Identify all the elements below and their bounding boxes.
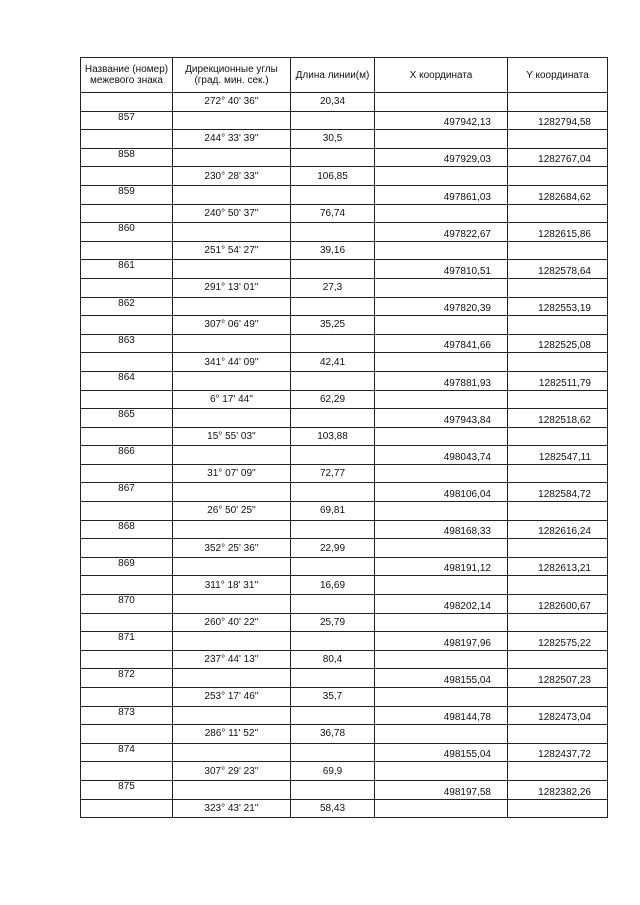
empty-cell <box>291 371 375 390</box>
empty-cell <box>375 130 508 149</box>
point-y-coordinate: 1282525,08 <box>508 334 608 353</box>
point-sign-number: 864 <box>81 371 173 390</box>
header-sign-name: Название (номер) межевого знака <box>81 58 173 93</box>
segment-row <box>81 204 608 223</box>
empty-cell <box>173 706 291 725</box>
header-row <box>81 58 608 93</box>
empty-cell <box>375 762 508 781</box>
segment-length: 76,74 <box>291 204 375 223</box>
empty-cell <box>81 93 173 112</box>
point-y-coordinate: 1282575,22 <box>508 632 608 651</box>
segment-row <box>81 762 608 781</box>
empty-cell <box>375 353 508 372</box>
empty-cell <box>508 762 608 781</box>
point-row <box>81 148 608 167</box>
empty-cell <box>291 557 375 576</box>
segment-length: 69,81 <box>291 502 375 521</box>
point-x-coordinate: 498197,96 <box>375 632 508 651</box>
point-y-coordinate: 1282794,58 <box>508 111 608 130</box>
empty-cell <box>81 390 173 409</box>
segment-angle: 307° 29' 23'' <box>173 762 291 781</box>
empty-cell <box>291 223 375 242</box>
empty-cell <box>508 725 608 744</box>
empty-cell <box>173 669 291 688</box>
empty-cell <box>173 632 291 651</box>
point-y-coordinate: 1282767,04 <box>508 148 608 167</box>
segment-row <box>81 688 608 707</box>
point-y-coordinate: 1282684,62 <box>508 185 608 204</box>
point-y-coordinate: 1282578,64 <box>508 260 608 279</box>
empty-cell <box>375 204 508 223</box>
segment-length: 35,7 <box>291 688 375 707</box>
segment-length: 58,43 <box>291 799 375 818</box>
empty-cell <box>291 706 375 725</box>
segment-angle: 352° 25' 36'' <box>173 539 291 558</box>
point-x-coordinate: 498043,74 <box>375 446 508 465</box>
point-row <box>81 223 608 242</box>
point-sign-number: 861 <box>81 260 173 279</box>
empty-cell <box>291 334 375 353</box>
empty-cell <box>375 502 508 521</box>
point-sign-number: 858 <box>81 148 173 167</box>
empty-cell <box>173 743 291 762</box>
empty-cell <box>375 539 508 558</box>
segment-length: 106,85 <box>291 167 375 186</box>
empty-cell <box>508 130 608 149</box>
point-y-coordinate: 1282600,67 <box>508 595 608 614</box>
empty-cell <box>81 762 173 781</box>
segment-length: 22,99 <box>291 539 375 558</box>
point-x-coordinate: 498106,04 <box>375 483 508 502</box>
empty-cell <box>508 93 608 112</box>
point-row <box>81 297 608 316</box>
empty-cell <box>508 576 608 595</box>
point-sign-number: 863 <box>81 334 173 353</box>
segment-length: 80,4 <box>291 650 375 669</box>
segment-angle: 26° 50' 25'' <box>173 502 291 521</box>
empty-cell <box>81 427 173 446</box>
point-y-coordinate: 1282616,24 <box>508 520 608 539</box>
empty-cell <box>508 278 608 297</box>
header-line-length: Длина линии(м) <box>291 58 375 93</box>
segment-angle: 230° 28' 33'' <box>173 167 291 186</box>
empty-cell <box>375 725 508 744</box>
empty-cell <box>508 688 608 707</box>
empty-cell <box>173 595 291 614</box>
empty-cell <box>81 650 173 669</box>
point-y-coordinate: 1282547,11 <box>508 446 608 465</box>
point-row <box>81 111 608 130</box>
point-x-coordinate: 498191,12 <box>375 557 508 576</box>
segment-angle: 291° 13' 01'' <box>173 278 291 297</box>
segment-length: 36,78 <box>291 725 375 744</box>
segment-length: 42,41 <box>291 353 375 372</box>
empty-cell <box>508 427 608 446</box>
empty-cell <box>508 464 608 483</box>
empty-cell <box>81 241 173 260</box>
point-x-coordinate: 497822,67 <box>375 223 508 242</box>
segment-row <box>81 576 608 595</box>
segment-row <box>81 130 608 149</box>
empty-cell <box>291 111 375 130</box>
point-sign-number: 868 <box>81 520 173 539</box>
point-y-coordinate: 1282615,86 <box>508 223 608 242</box>
empty-cell <box>173 446 291 465</box>
point-x-coordinate: 497810,51 <box>375 260 508 279</box>
boundary-coordinates-table <box>80 57 608 818</box>
segment-row <box>81 464 608 483</box>
empty-cell <box>291 185 375 204</box>
point-y-coordinate: 1282518,62 <box>508 409 608 428</box>
empty-cell <box>375 93 508 112</box>
point-row <box>81 706 608 725</box>
point-y-coordinate: 1282613,21 <box>508 557 608 576</box>
segment-length: 35,25 <box>291 316 375 335</box>
point-x-coordinate: 497861,03 <box>375 185 508 204</box>
point-x-coordinate: 498168,33 <box>375 520 508 539</box>
empty-cell <box>81 502 173 521</box>
empty-cell <box>173 111 291 130</box>
segment-angle: 240° 50' 37'' <box>173 204 291 223</box>
header-y-coordinate: Y координата <box>508 58 608 93</box>
empty-cell <box>173 185 291 204</box>
empty-cell <box>508 502 608 521</box>
empty-cell <box>81 353 173 372</box>
empty-cell <box>375 688 508 707</box>
empty-cell <box>375 427 508 446</box>
empty-cell <box>291 669 375 688</box>
segment-length: 25,79 <box>291 613 375 632</box>
empty-cell <box>291 148 375 167</box>
point-sign-number: 872 <box>81 669 173 688</box>
segment-row <box>81 353 608 372</box>
point-sign-number: 862 <box>81 297 173 316</box>
empty-cell <box>81 539 173 558</box>
segment-length: 62,29 <box>291 390 375 409</box>
empty-cell <box>375 167 508 186</box>
empty-cell <box>173 371 291 390</box>
segment-length: 72,77 <box>291 464 375 483</box>
empty-cell <box>291 780 375 799</box>
empty-cell <box>81 688 173 707</box>
point-x-coordinate: 497841,66 <box>375 334 508 353</box>
point-y-coordinate: 1282382,26 <box>508 780 608 799</box>
point-x-coordinate: 498197,58 <box>375 780 508 799</box>
point-sign-number: 869 <box>81 557 173 576</box>
point-row <box>81 632 608 651</box>
empty-cell <box>375 464 508 483</box>
segment-row <box>81 167 608 186</box>
segment-angle: 6° 17' 44'' <box>173 390 291 409</box>
point-sign-number: 867 <box>81 483 173 502</box>
segment-row <box>81 539 608 558</box>
empty-cell <box>375 241 508 260</box>
empty-cell <box>173 260 291 279</box>
point-y-coordinate: 1282437,72 <box>508 743 608 762</box>
segment-length: 39,16 <box>291 241 375 260</box>
point-y-coordinate: 1282511,79 <box>508 371 608 390</box>
empty-cell <box>173 148 291 167</box>
point-x-coordinate: 497820,39 <box>375 297 508 316</box>
point-sign-number: 873 <box>81 706 173 725</box>
point-sign-number: 866 <box>81 446 173 465</box>
empty-cell <box>291 483 375 502</box>
point-row <box>81 743 608 762</box>
segment-angle: 244° 33' 39'' <box>173 130 291 149</box>
segment-angle: 15° 55' 03'' <box>173 427 291 446</box>
point-x-coordinate: 497881,93 <box>375 371 508 390</box>
point-sign-number: 857 <box>81 111 173 130</box>
point-y-coordinate: 1282507,23 <box>508 669 608 688</box>
empty-cell <box>291 260 375 279</box>
empty-cell <box>81 799 173 818</box>
point-sign-number: 859 <box>81 185 173 204</box>
point-row <box>81 334 608 353</box>
empty-cell <box>291 409 375 428</box>
header-x-coordinate: X координата <box>375 58 508 93</box>
segment-row <box>81 502 608 521</box>
empty-cell <box>173 334 291 353</box>
segment-row <box>81 725 608 744</box>
point-y-coordinate: 1282584,72 <box>508 483 608 502</box>
empty-cell <box>291 632 375 651</box>
point-x-coordinate: 497943,84 <box>375 409 508 428</box>
empty-cell <box>173 483 291 502</box>
empty-cell <box>81 278 173 297</box>
empty-cell <box>81 316 173 335</box>
empty-cell <box>81 464 173 483</box>
point-x-coordinate: 497942,13 <box>375 111 508 130</box>
empty-cell <box>81 130 173 149</box>
header-direction-angle: Дирекционные углы (град. мин. сек.) <box>173 58 291 93</box>
point-row <box>81 520 608 539</box>
segment-row <box>81 93 608 112</box>
empty-cell <box>375 799 508 818</box>
empty-cell <box>173 520 291 539</box>
segment-angle: 272° 40' 36'' <box>173 93 291 112</box>
point-row <box>81 595 608 614</box>
segment-angle: 251° 54' 27'' <box>173 241 291 260</box>
empty-cell <box>291 446 375 465</box>
segment-row <box>81 316 608 335</box>
point-x-coordinate: 497929,03 <box>375 148 508 167</box>
empty-cell <box>173 557 291 576</box>
segment-row <box>81 241 608 260</box>
empty-cell <box>508 353 608 372</box>
empty-cell <box>375 613 508 632</box>
point-x-coordinate: 498155,04 <box>375 669 508 688</box>
point-sign-number: 871 <box>81 632 173 651</box>
segment-angle: 237° 44' 13'' <box>173 650 291 669</box>
empty-cell <box>81 613 173 632</box>
empty-cell <box>291 743 375 762</box>
segment-length: 103,88 <box>291 427 375 446</box>
empty-cell <box>81 167 173 186</box>
point-row <box>81 371 608 390</box>
segment-row <box>81 613 608 632</box>
table-body <box>81 93 608 818</box>
empty-cell <box>508 539 608 558</box>
point-sign-number: 865 <box>81 409 173 428</box>
segment-length: 20,34 <box>291 93 375 112</box>
empty-cell <box>81 576 173 595</box>
segment-length: 30,5 <box>291 130 375 149</box>
empty-cell <box>291 520 375 539</box>
empty-cell <box>173 297 291 316</box>
segment-row <box>81 427 608 446</box>
segment-angle: 260° 40' 22'' <box>173 613 291 632</box>
empty-cell <box>375 316 508 335</box>
point-y-coordinate: 1282553,19 <box>508 297 608 316</box>
point-row <box>81 557 608 576</box>
segment-length: 16,69 <box>291 576 375 595</box>
point-x-coordinate: 498155,04 <box>375 743 508 762</box>
segment-angle: 286° 11' 52'' <box>173 725 291 744</box>
empty-cell <box>375 390 508 409</box>
segment-angle: 341° 44' 09'' <box>173 353 291 372</box>
point-row <box>81 780 608 799</box>
point-sign-number: 870 <box>81 595 173 614</box>
point-row <box>81 483 608 502</box>
segment-angle: 31° 07' 09'' <box>173 464 291 483</box>
empty-cell <box>173 223 291 242</box>
empty-cell <box>508 799 608 818</box>
segment-row <box>81 799 608 818</box>
segment-angle: 307° 06' 49'' <box>173 316 291 335</box>
point-row <box>81 669 608 688</box>
empty-cell <box>508 613 608 632</box>
empty-cell <box>173 780 291 799</box>
empty-cell <box>81 204 173 223</box>
point-y-coordinate: 1282473,04 <box>508 706 608 725</box>
empty-cell <box>173 409 291 428</box>
segment-row <box>81 650 608 669</box>
segment-length: 69,9 <box>291 762 375 781</box>
segment-angle: 253° 17' 46'' <box>173 688 291 707</box>
empty-cell <box>508 167 608 186</box>
point-row <box>81 185 608 204</box>
empty-cell <box>375 278 508 297</box>
segment-angle: 311° 18' 31'' <box>173 576 291 595</box>
segment-row <box>81 278 608 297</box>
segment-row <box>81 390 608 409</box>
empty-cell <box>508 204 608 223</box>
empty-cell <box>291 595 375 614</box>
empty-cell <box>508 316 608 335</box>
point-sign-number: 875 <box>81 780 173 799</box>
point-row <box>81 446 608 465</box>
empty-cell <box>375 650 508 669</box>
empty-cell <box>508 390 608 409</box>
point-sign-number: 860 <box>81 223 173 242</box>
empty-cell <box>291 297 375 316</box>
point-row <box>81 260 608 279</box>
empty-cell <box>81 725 173 744</box>
segment-length: 27,3 <box>291 278 375 297</box>
point-sign-number: 874 <box>81 743 173 762</box>
point-x-coordinate: 498202,14 <box>375 595 508 614</box>
empty-cell <box>508 241 608 260</box>
point-x-coordinate: 498144,78 <box>375 706 508 725</box>
empty-cell <box>375 576 508 595</box>
empty-cell <box>508 650 608 669</box>
point-row <box>81 409 608 428</box>
segment-angle: 323° 43' 21'' <box>173 799 291 818</box>
